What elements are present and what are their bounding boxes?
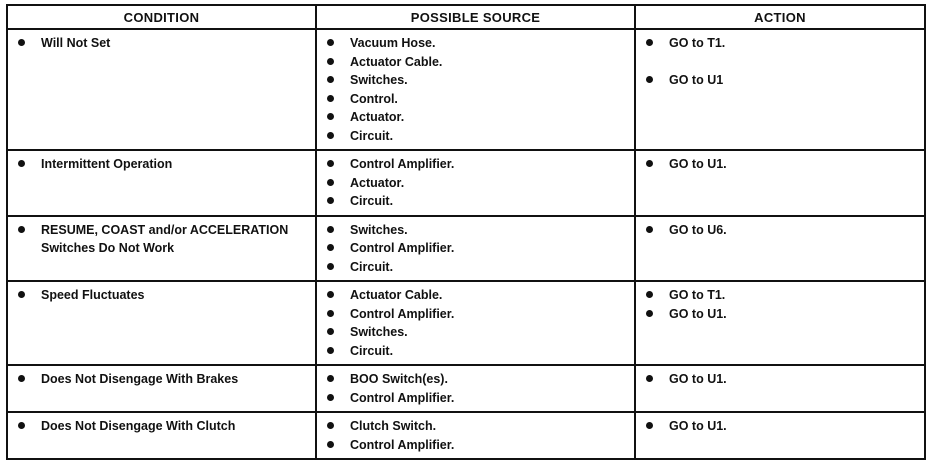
source-item [317, 108, 634, 127]
source-list [317, 151, 634, 215]
condition-item [8, 286, 315, 305]
action-item-text: GO to T1. [669, 288, 726, 302]
header-condition: CONDITION [7, 5, 316, 29]
bullet-icon [646, 226, 653, 233]
condition-cell [7, 150, 316, 216]
source-item [317, 389, 634, 408]
action-item-text: GO to U1. [669, 372, 727, 386]
source-item-text: Actuator Cable. [350, 54, 443, 69]
bullet-icon [327, 328, 334, 335]
action-item [636, 286, 924, 305]
table-row [7, 281, 925, 365]
bullet-icon [18, 226, 25, 233]
action-item [636, 417, 924, 436]
source-item [317, 436, 634, 455]
condition-item [8, 417, 315, 436]
source-item [317, 192, 634, 211]
action-cell [635, 412, 925, 459]
source-item-text: Control Amplifier. [350, 157, 455, 171]
source-item [317, 53, 634, 72]
source-cell [316, 412, 635, 459]
action-cell [635, 29, 925, 150]
condition-cell [7, 29, 316, 150]
source-item-text: Control Amplifier. [350, 437, 455, 452]
action-list [636, 30, 924, 93]
source-item [317, 34, 634, 53]
source-item-text: Switches. [350, 73, 408, 87]
source-item [317, 221, 634, 240]
source-item-text: Control Amplifier. [350, 241, 455, 255]
bullet-icon [327, 244, 334, 251]
bullet-icon [327, 226, 334, 233]
action-item [636, 34, 924, 53]
condition-item-text: Will Not Set [41, 36, 111, 50]
source-item-text: Switches. [350, 325, 408, 339]
diagnosis-table [6, 4, 926, 460]
source-item-text: Switches. [350, 222, 408, 237]
table-row [7, 412, 925, 459]
condition-list [8, 413, 315, 440]
header-row [7, 5, 925, 29]
source-item [317, 417, 634, 436]
bullet-icon [327, 160, 334, 167]
condition-item-text: Speed Fluctuates [41, 288, 145, 302]
bullet-icon [327, 263, 334, 270]
bullet-icon [18, 291, 25, 298]
source-item [317, 305, 634, 324]
bullet-icon [646, 310, 653, 317]
source-item-text: Control Amplifier. [350, 390, 455, 405]
table-row [7, 216, 925, 282]
condition-cell [7, 216, 316, 282]
source-item [317, 90, 634, 109]
bullet-icon [327, 39, 334, 46]
source-cell [316, 365, 635, 412]
condition-item [8, 155, 315, 174]
bullet-icon [327, 76, 334, 83]
condition-list [8, 151, 315, 178]
source-item [317, 342, 634, 361]
source-item-text: Control. [350, 91, 398, 106]
source-item [317, 258, 634, 277]
condition-list [8, 366, 315, 393]
action-cell [635, 150, 925, 216]
source-item-text: Actuator. [350, 110, 405, 124]
source-item [317, 286, 634, 305]
source-item-text: Control Amplifier. [350, 306, 455, 321]
source-item [317, 370, 634, 389]
condition-cell [7, 281, 316, 365]
bullet-icon [18, 375, 25, 382]
action-item-text: GO to U1 [669, 72, 724, 87]
source-cell [316, 216, 635, 282]
table-row [7, 29, 925, 150]
source-list [317, 217, 634, 281]
bullet-icon [646, 291, 653, 298]
table-row [7, 150, 925, 216]
table-row [7, 365, 925, 412]
action-list [636, 366, 924, 393]
source-cell [316, 150, 635, 216]
action-list [636, 413, 924, 440]
action-list [636, 151, 924, 178]
action-item [636, 370, 924, 389]
action-item [636, 305, 924, 324]
source-list [317, 282, 634, 364]
condition-list [8, 282, 315, 309]
bullet-icon [18, 39, 25, 46]
condition-cell [7, 365, 316, 412]
bullet-icon [646, 39, 653, 46]
condition-list [8, 217, 315, 262]
condition-item [8, 370, 315, 389]
source-item-text: Circuit. [350, 128, 394, 143]
bullet-icon [327, 422, 334, 429]
bullet-icon [327, 347, 334, 354]
condition-item-text: Does Not Disengage With Brakes [41, 372, 239, 386]
source-list [317, 30, 634, 149]
action-item-text: GO to U1. [669, 157, 727, 171]
bullet-icon [327, 197, 334, 204]
bullet-icon [327, 375, 334, 382]
source-item-text: Circuit. [350, 194, 394, 208]
bullet-icon [327, 113, 334, 120]
action-item [636, 71, 924, 90]
action-cell [635, 281, 925, 365]
action-list [636, 282, 924, 327]
source-item [317, 127, 634, 146]
source-list [317, 413, 634, 458]
source-item [317, 155, 634, 174]
source-item [317, 239, 634, 258]
condition-list [8, 30, 315, 57]
bullet-icon [327, 95, 334, 102]
condition-item [8, 34, 315, 53]
bullet-icon [327, 394, 334, 401]
action-cell [635, 365, 925, 412]
bullet-icon [327, 132, 334, 139]
header-action: ACTION [635, 5, 925, 29]
table-body [7, 29, 925, 459]
action-item [636, 155, 924, 174]
bullet-icon [327, 179, 334, 186]
source-list [317, 366, 634, 411]
bullet-icon [327, 291, 334, 298]
bullet-icon [646, 160, 653, 167]
source-item-text: Vacuum Hose. [350, 36, 436, 50]
source-cell [316, 281, 635, 365]
source-item-text: Circuit. [350, 343, 394, 358]
bullet-icon [646, 76, 653, 83]
header-possible-source: POSSIBLE SOURCE [316, 5, 635, 29]
source-item-text: BOO Switch(es). [350, 372, 448, 386]
source-item [317, 174, 634, 193]
condition-item-text: RESUME, COAST and/or ACCELERATION Switches Do Not Work [41, 222, 289, 255]
source-item-text: Clutch Switch. [350, 419, 437, 433]
source-item [317, 323, 634, 342]
source-item-text: Actuator. [350, 175, 405, 190]
bullet-icon [646, 422, 653, 429]
condition-item-text: Does Not Disengage With Clutch [41, 419, 236, 433]
action-item [636, 221, 924, 240]
action-list [636, 217, 924, 244]
bullet-icon [327, 58, 334, 65]
source-item-text: Circuit. [350, 259, 394, 274]
bullet-icon [646, 375, 653, 382]
action-item-text: GO to U1. [669, 306, 727, 321]
action-cell [635, 216, 925, 282]
condition-cell [7, 412, 316, 459]
action-item-text: GO to U1. [669, 419, 727, 433]
action-item-text: GO to U6. [669, 222, 727, 237]
source-cell [316, 29, 635, 150]
bullet-icon [18, 422, 25, 429]
source-item-text: Actuator Cable. [350, 288, 443, 302]
bullet-icon [327, 310, 334, 317]
source-item [317, 71, 634, 90]
condition-item [8, 221, 315, 258]
bullet-icon [18, 160, 25, 167]
action-item-text: GO to T1. [669, 36, 726, 50]
condition-item-text: Intermittent Operation [41, 157, 173, 171]
